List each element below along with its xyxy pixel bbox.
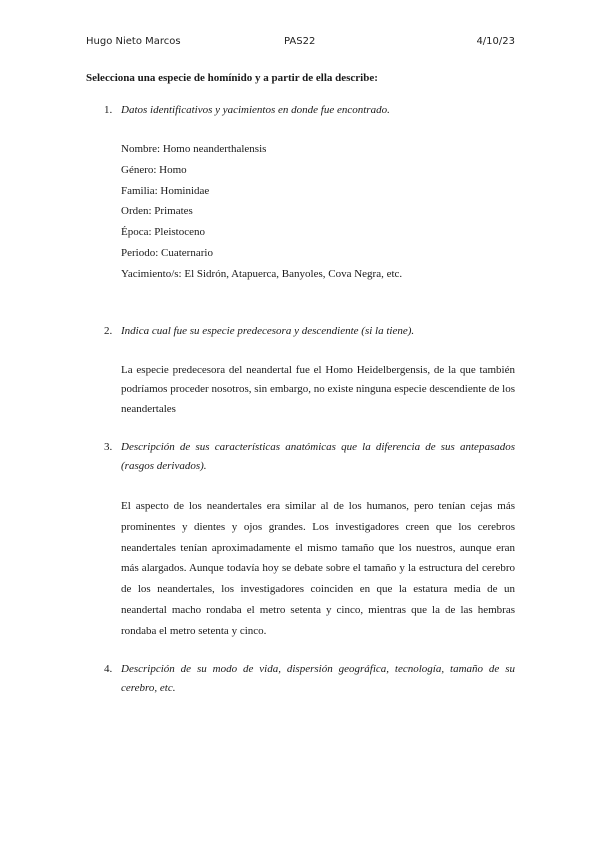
question-3 — [86, 438, 515, 476]
header-author: Hugo Nieto Marcos — [86, 36, 181, 47]
question-number: 4. — [104, 662, 113, 675]
question-text: Indica cual fue su especie predecesora y descendiente (si la tiene). — [121, 324, 415, 337]
assignment-prompt: Selecciona una especie de homínido y a partir de ella describe: — [86, 72, 378, 84]
field-yacimientos: Yacimiento/s: El Sidrón, Atapuerca, Banyoles, Cova Negra, etc. — [121, 267, 403, 280]
header-date: 4/10/23 — [476, 36, 515, 47]
header-course: PAS22 — [284, 36, 316, 47]
field-periodo: Periodo: Cuaternario — [121, 246, 213, 259]
question-2 — [86, 322, 515, 341]
answer-3: El aspecto de los neandertales era similar al de los humanos, pero tenían cejas más prominentes y dientes y ojos grandes. Los investigadores creen que los cerebros neandertales tenían aproximadamente el mismo tamaño que los nuestros, aunque eran más alargados. Aunque todavía hoy se debate sobre el tamaño y la estructura del cerebro de los neandertales, los investigadores coinciden en que la estatura media de un neandertal macho rondaba el metro setenta y cinco, mientras que la de las hembras rondaba el metro setenta y cinco. — [121, 500, 515, 637]
question-text: Datos identificativos y yacimientos en donde fue encontrado. — [121, 104, 390, 116]
page-header — [86, 36, 515, 52]
field-nombre: Nombre: Homo neanderthalensis — [121, 143, 267, 155]
question-1 — [86, 101, 515, 120]
question-text: Descripción de sus características anatómicas que la diferencia de sus antepasados (rasgos derivados). — [121, 441, 515, 473]
question-number: 3. — [104, 441, 113, 454]
field-genero: Género: Homo — [121, 163, 187, 176]
question-text: Descripción de su modo de vida, dispersión geográfica, tecnología, tamaño de su cerebro, etc. — [121, 662, 515, 694]
field-familia: Familia: Hominidae — [121, 184, 210, 197]
question-number: 1. — [104, 104, 113, 116]
question-4 — [86, 660, 515, 698]
field-epoca: Época: Pleistoceno — [121, 226, 206, 239]
field-orden: Orden: Primates — [121, 205, 193, 218]
answer-2: La especie predecesora del neandertal fue el Homo Heidelbergensis, de la que también podríamos proceder nosotros, sin embargo, no existe ninguna especie descendiente de los neandertales — [121, 363, 515, 415]
document-body — [86, 70, 515, 698]
question-number: 2. — [104, 324, 113, 337]
species-data-list — [86, 139, 515, 285]
